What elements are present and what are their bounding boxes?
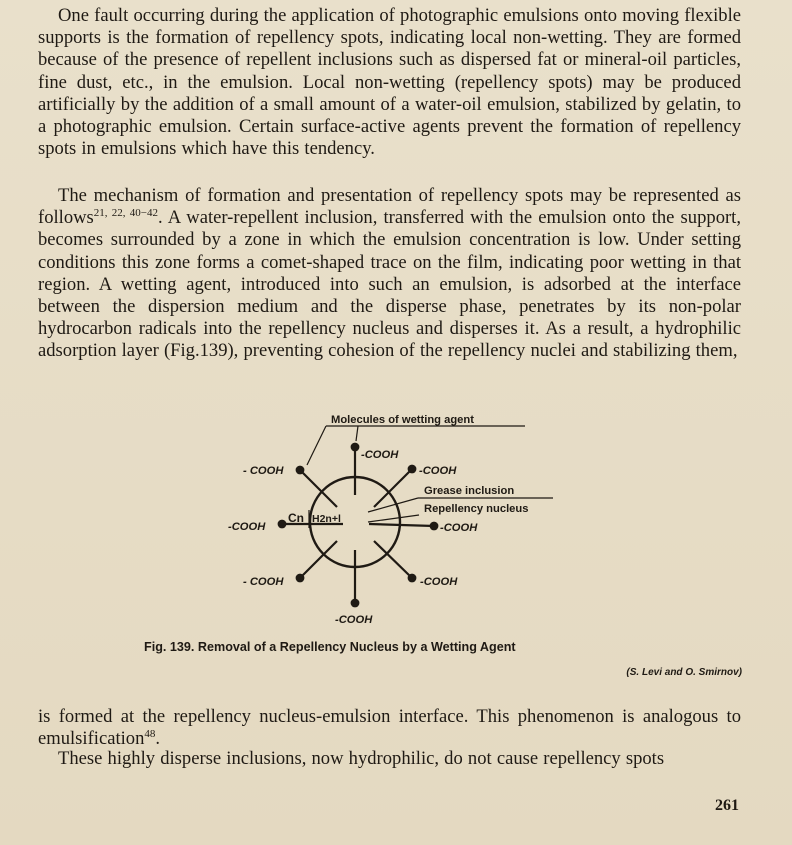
head-left: [278, 520, 287, 529]
molecules-leader-top: [356, 426, 358, 441]
head-upper-left: [296, 466, 305, 475]
paragraph-3-text-end: .: [155, 728, 161, 750]
figure-caption: Fig. 139. Removal of a Repellency Nucleus by a Wetting Agent: [144, 640, 516, 654]
label-grease-inclusion: Grease inclusion: [424, 485, 515, 497]
label-cn: Cn: [288, 511, 304, 525]
label-cooh-lower-right: -COOH: [420, 576, 458, 588]
label-cooh-left: -COOH: [228, 521, 266, 533]
paragraph-3-text-start: is formed at the repellency nucleus-emulsion interface. This phenomenon is analogous to emulsification: [38, 706, 741, 750]
chain-upper-left: [300, 470, 337, 507]
head-lower-left: [296, 574, 305, 583]
label-cooh-upper-left: - COOH: [243, 465, 284, 477]
head-right: [430, 522, 439, 531]
label-cooh-lower-left: - COOH: [243, 576, 284, 588]
head-top: [351, 443, 360, 452]
head-bottom: [351, 599, 360, 608]
molecules-leader-left: [307, 426, 326, 465]
figure-credit: (S. Levi and O. Smirnov): [626, 667, 742, 678]
label-cooh-right: -COOH: [440, 522, 478, 534]
label-repellency-nucleus: Repellency nucleus: [424, 503, 529, 515]
paragraph-emulsification: [38, 706, 741, 750]
label-cooh-bottom: -COOH: [335, 614, 373, 626]
paragraph-4-text: These highly disperse inclusions, now hydrophilic, do not cause repellency spots: [58, 748, 665, 769]
paragraph-2-text-start: The mechanism of formation and presentation of repellency spots may be represented as follows: [38, 185, 741, 229]
reference-superscript: 21, 22, 40−42: [93, 207, 158, 220]
paragraph-1-text: One fault occurring during the application of photographic emulsions onto moving flexible supports is the formation of repellency spots, indicating local non-wetting. They are formed because of the presence of repellent inclusions such as dispersed fat or mineral-oil particles, fine dust, etc., in the emulsion. Local non-wetting (repellency spots) may be produced artificially by the addition of a small amount of a water-oil emulsion, stabilized by gelatin, to a photographic emulsion. Certain surface-active agents prevent the formation of repellency spots in emulsions which have this tendency.: [38, 5, 741, 160]
head-upper-right: [408, 465, 417, 474]
paragraph-2-text-end: . A water-repellent inclusion, transferred with the emulsion onto the support, becomes surrounded by a zone in which the emulsion concentration is low. Under setting conditions this zone forms a comet-shaped trace on the film, indicating poor wetting in that region. A wetting agent, introduced into such an emulsion, is adsorbed at the interface between the dispersion medium and the disperse phase, penetrates by its non-polar hydrocarbon radicals into the repellency nucleus and disperses it. As a result, a hydrophilic adsorption layer (Fig.139), preventing cohesion of the repellency nuclei and stabilizing them,: [38, 207, 741, 362]
head-lower-right: [408, 574, 417, 583]
label-h2n1: H2n+l: [312, 513, 341, 525]
chain-right: [369, 524, 434, 526]
label-cooh-top: -COOH: [361, 449, 399, 461]
page-number: 261: [715, 797, 739, 814]
nucleus-leader: [368, 515, 419, 522]
reference-superscript-48: 48: [144, 728, 156, 741]
label-cooh-upper-right: -COOH: [419, 465, 457, 477]
label-molecules-of-wetting-agent: Molecules of wetting agent: [331, 414, 474, 426]
paragraph-hydrophilic-inclusions: [38, 748, 741, 770]
